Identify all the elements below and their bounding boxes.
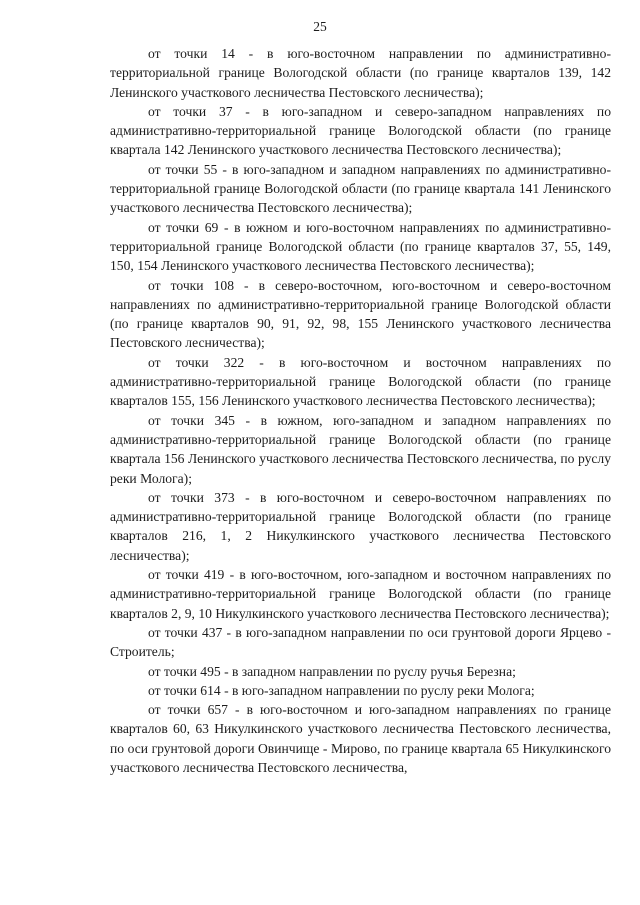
paragraph-point-614: от точки 614 - в юго-западном направлении по руслу реки Молога; bbox=[148, 682, 535, 698]
paragraph-point-419: от точки 419 - в юго-восточном, юго-западном и восточном направлениях по административно-территориальной границе Вологодской области (по границе кварталов 2, 9, 10 Никулкинского участкового лесничества Пестовского лесничества); bbox=[110, 567, 611, 621]
paragraph-point-437: от точки 437 - в юго-западном направлении по оси грунтовой дороги Ярцево - Строитель; bbox=[110, 624, 611, 660]
paragraph-point-69: от точки 69 - в южном и юго-восточном направлениях по административно-территориальной границе Вологодской области (по границе кварталов 37, 55, 149, 150, 154 Ленинского участкового лесничества Пестовского лесничества); bbox=[110, 219, 611, 274]
paragraph-point-495: от точки 495 - в западном направлении по руслу ручья Березна; bbox=[148, 663, 516, 679]
paragraph-point-14: от точки 14 - в юго-восточном направлении по административно-территориальной границе Вологодской области (по границе кварталов 139, 142 Ленинского участкового лесничества Пестовского лесничества); bbox=[110, 46, 611, 100]
paragraph-point-55: от точки 55 - в юго-западном и западном направлениях по административно-территориальной границе Вологодской области (по границе квартала 141 Ленинского участкового лесничества Пестовского лесничества); bbox=[110, 161, 611, 216]
paragraph-point-657: от точки 657 - в юго-восточном и юго-западном направлениях по границе кварталов 60, 63 Никулкинского участкового лесничества Пестовского лесничества, по оси грунтовой дороги Овинчище - Мирово, по границе квартала 65 Никулкинского участкового лесничества Пестовского лесничества, bbox=[110, 702, 611, 775]
body-text bbox=[110, 44, 611, 777]
paragraph-point-373: от точки 373 - в юго-восточном и северо-восточном направлениях по административно-территориальной границе Вологодской области (по границе кварталов 216, 1, 2 Никулкинского участкового лесничества Пестовского лесничества); bbox=[110, 489, 611, 563]
paragraph-point-345: от точки 345 - в южном, юго-западном и западном направлениях по административно-территориальной границе Вологодской области (по границе квартала 156 Ленинского участкового лесничества Пестовского лесничества, по руслу реки Молога); bbox=[110, 412, 611, 486]
page-number: 25 bbox=[313, 19, 327, 34]
paragraph-point-322: от точки 322 - в юго-восточном и восточном направлениях по административно-территориальной границе Вологодской области (по границе кварталов 155, 156 Ленинского участкового лесничества Пестовского лесничества); bbox=[110, 354, 611, 409]
paragraph-point-108: от точки 108 - в северо-восточном, юго-восточном и северо-восточном направлениях по административно-территориальной границе Вологодской области (по границе кварталов 90, 91, 92, 98, 155 Ленинского участкового лесничества Пестовского лесничества); bbox=[110, 277, 611, 351]
paragraph-point-37: от точки 37 - в юго-западном и северо-западном направлениях по административно-территориальной границе Вологодской области (по границе квартала 142 Ленинского участкового лесничества Пестовского лесничества); bbox=[110, 103, 611, 158]
